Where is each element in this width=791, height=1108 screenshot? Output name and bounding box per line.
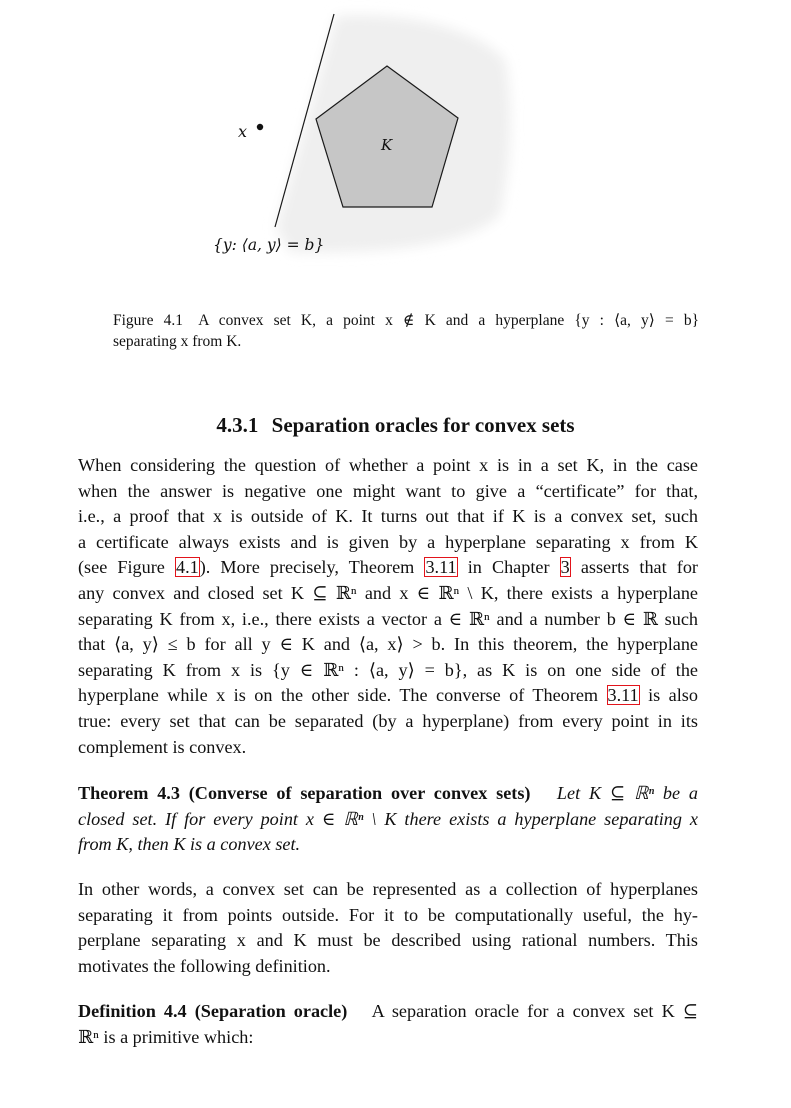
- theorem-text: Let K ⊆ ℝⁿ be a: [556, 783, 698, 803]
- section-heading: [0, 413, 791, 438]
- text-line: perplane separating x and K must be described using rational numbers. This: [78, 930, 698, 951]
- theorem-4-3: [78, 781, 698, 858]
- text-line: true: every set that can be separated (by a hyperplane) from every point in its: [78, 710, 698, 731]
- text-line: separating it from points outside. For it to be computationally useful, the hy-: [78, 904, 698, 925]
- text-fragment: hyperplane while x is on the other side. The converse of Theorem: [78, 685, 607, 706]
- theorem-label: Theorem 4.3: [78, 783, 180, 803]
- text-fragment: ). More precisely, Theorem: [199, 557, 425, 578]
- text-line-with-refs: [78, 555, 698, 581]
- figure-caption: [113, 310, 699, 352]
- theorem-line: [78, 781, 698, 807]
- definition-line: ℝⁿ is a primitive which:: [78, 1026, 254, 1047]
- text-line: separating K from x is {y ∈ ℝⁿ : ⟨a, y⟩ = b}, as K is on one side of the: [78, 659, 698, 680]
- chapter-ref-link[interactable]: 3: [560, 557, 570, 578]
- label-x: x: [238, 122, 248, 141]
- text-line: any convex and closed set K ⊆ ℝⁿ and x ∈ ℝⁿ \ K, there exists a hyperplane: [78, 582, 698, 603]
- theorem-ref-link[interactable]: 3.11: [425, 557, 457, 578]
- text-line: In other words, a convex set can be represented as a collection of hyperplanes: [78, 879, 698, 899]
- label-hyperplane: {y: ⟨a, y⟩ = b}: [213, 236, 325, 254]
- text-line: i.e., a proof that x is outside of K. It turns out that if K is a convex set, such: [78, 506, 698, 527]
- theorem-line: from K, then K is a convex set.: [78, 834, 301, 855]
- definition-label: Definition 4.4: [78, 1001, 187, 1021]
- text-fragment: asserts that for: [570, 557, 698, 578]
- figure-4-1: [0, 0, 791, 280]
- text-fragment: (see Figure: [78, 557, 175, 578]
- definition-line: [78, 999, 698, 1025]
- paragraph-1: [78, 453, 698, 760]
- caption-line-1: A convex set K, a point x ∉ K and a hyperplane {y : ⟨a, y⟩ = b}: [198, 312, 700, 329]
- theorem-ref-link[interactable]: 3.11: [607, 685, 639, 706]
- text-line: complement is convex.: [78, 736, 247, 757]
- text-line: separating K from x, i.e., there exists a vector a ∈ ℝⁿ and a number b ∈ ℝ such: [78, 608, 698, 629]
- text-line: a certificate always exists and is given by a hyperplane separating x from K: [78, 531, 698, 552]
- definition-name: (Separation oracle): [194, 1001, 348, 1021]
- convex-separation-diagram: [0, 0, 791, 280]
- text-line: motivates the following definition.: [78, 955, 331, 976]
- section-number: 4.3.1: [216, 413, 259, 437]
- figure-ref-link[interactable]: 4.1: [175, 557, 199, 578]
- text-fragment: in Chapter: [457, 557, 560, 578]
- caption-line-2: separating x from K.: [113, 333, 242, 350]
- text-fragment: is also: [639, 685, 698, 706]
- text-line: when the answer is negative one might want to give a “certificate” for that,: [78, 480, 698, 501]
- caption-label: Figure 4.1: [113, 312, 183, 329]
- paragraph-2: [78, 877, 698, 979]
- definition-text: A separation oracle for a convex set K ⊆: [371, 1001, 699, 1021]
- text-line: that ⟨a, y⟩ ≤ b for all y ∈ K and ⟨a, x⟩ > b. In this theorem, the hyperplane: [78, 634, 698, 655]
- text-line: When considering the question of whether a point x is in a set K, in the case: [78, 455, 698, 475]
- definition-4-4: [78, 999, 698, 1050]
- text-line-with-refs: [78, 683, 698, 709]
- point-x-dot: [257, 124, 263, 130]
- theorem-line: closed set. If for every point x ∈ ℝⁿ \ K there exists a hyperplane separating x: [78, 808, 698, 829]
- section-title: Separation oracles for convex sets: [271, 413, 575, 437]
- theorem-name: (Converse of separation over convex sets): [188, 783, 531, 803]
- label-K: K: [381, 136, 393, 154]
